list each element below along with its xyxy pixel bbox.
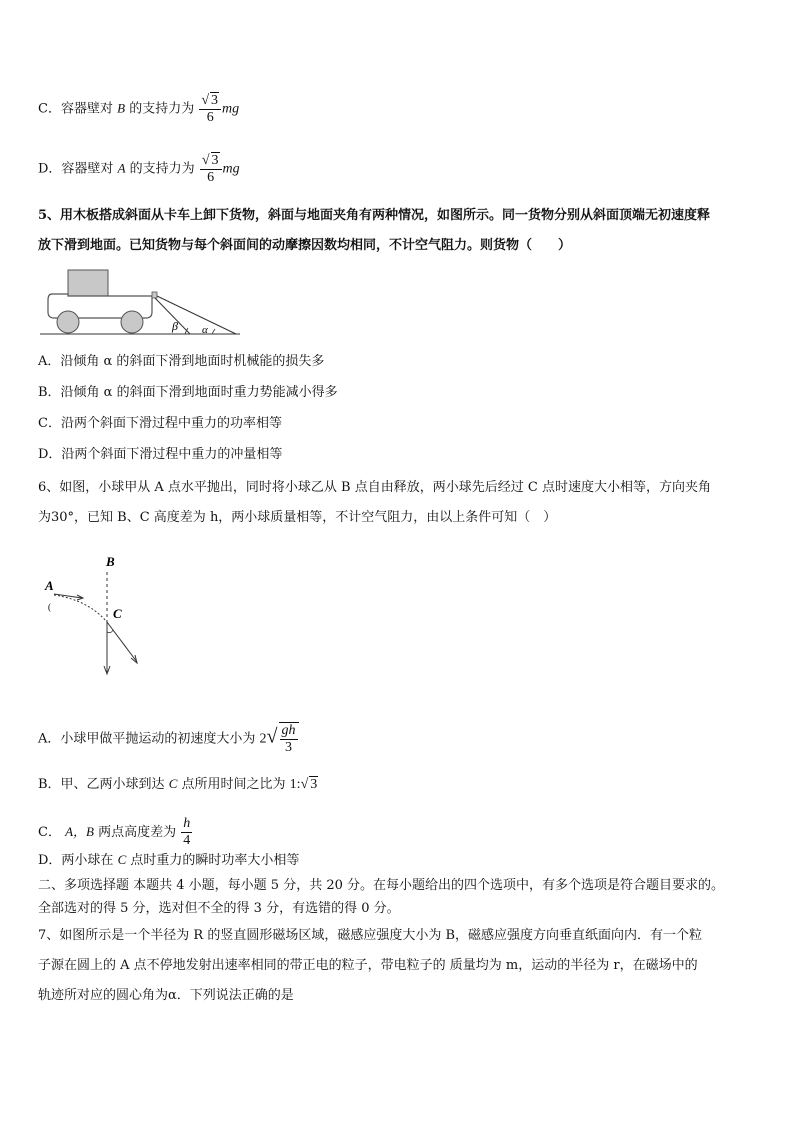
alpha-label: α [202,324,208,336]
fraction-h-over-4: $\frac{h}{4}$ [183,816,191,848]
q7-stem-line2: 子源在圆上的 A 点不停地发射出速率相同的带正电的粒子，带电粒子的 质量均为 m，运动的半径为 r，在磁场中的 [38,958,698,973]
point-a-label: A [45,578,54,593]
q6-option-a: A．小球甲做平抛运动的初速度大小为 2√ $\frac{gh}{3}$ [38,722,300,756]
q5-stem-line1: 5、用木板搭成斜面从卡车上卸下货物，斜面与地面夹角有两种情况，如图所示。同一货物分别从斜面顶端无初速度释 [38,208,711,223]
q6-option-c: C． A，B 两点高度差为 $\frac{h}{4}$ [38,816,191,848]
q5-stem-line2: 放下滑到地面。已知货物与每个斜面间的动摩擦因数均相同，不计空气阻力。则货物（ ） [38,238,572,253]
section-2-instructions: 全部选对的得 5 分，选对但不全的得 3 分，有选错的得 0 分。 [38,901,400,916]
section-2-heading: 二、多项选择题 本题共 4 小题，每小题 5 分，共 20 分。在每小题给出的四个选项中，有多个选项是符合题目要求的。 [38,878,725,893]
q6-stem-line1: 6、如图，小球甲从 A 点水平抛出，同时将小球乙从 B 点自由释放，两小球先后经过 C 点时速度大小相等，方向夹角 [38,480,711,495]
q5-option-b: B．沿倾角 α 的斜面下滑到地面时重力势能减小得多 [38,385,338,400]
q6-option-b: B．甲、乙两小球到达 C 点所用时间之比为 1:√ 3 [38,776,318,792]
truck-icon [48,270,157,333]
point-b-label: B [106,554,115,569]
fraction-sqrt3-over-6: $\frac{√ 3}{6}$ [200,152,222,186]
beta-label: β [172,319,178,333]
option-4c: C．容器壁对 B 的支持力为 $\frac{√ 3}{6}$ mg [38,93,240,125]
fraction-sqrt3-over-6: $\frac{√ 3}{6}$ [199,92,221,126]
small-paren: ( [48,602,51,612]
truck-ramp-figure [40,262,250,340]
q5-option-a: A．沿倾角 α 的斜面下滑到地面时机械能的损失多 [38,354,325,369]
variable-a: A [117,160,126,176]
point-c-label: C [113,606,122,621]
sqrt-gh-over-3: $\frac{gh}{3}$ [279,722,299,756]
q7-stem-line1: 7、如图所示是一个半径为 R 的竖直圆形磁场区域，磁感应强度大小为 B，磁感应强度方向垂直纸面向内．有一个粒 [38,928,703,943]
q6-option-d: D．两小球在 C 点时重力的瞬时功率大小相等 [38,852,300,868]
q5-option-c: C．沿两个斜面下滑过程中重力的功率相等 [38,416,282,431]
q6-stem-line2: 为30°，已知 B、C 高度差为 h，两小球质量相等，不计空气阻力，由以上条件可知（ ） [38,510,557,525]
variable-b: B [117,100,126,116]
velocity-a-at-c [107,622,137,662]
q5-option-d: D．沿两个斜面下滑过程中重力的冲量相等 [38,447,283,462]
shallow-ramp [157,296,236,334]
projectile-figure [40,552,150,682]
q7-stem-line3: 轨迹所对应的圆心角为α．下列说法正确的是 [38,988,294,1003]
option-4d: D．容器壁对 A 的支持力为 $\frac{√ 3}{6}$ mg [38,153,240,185]
